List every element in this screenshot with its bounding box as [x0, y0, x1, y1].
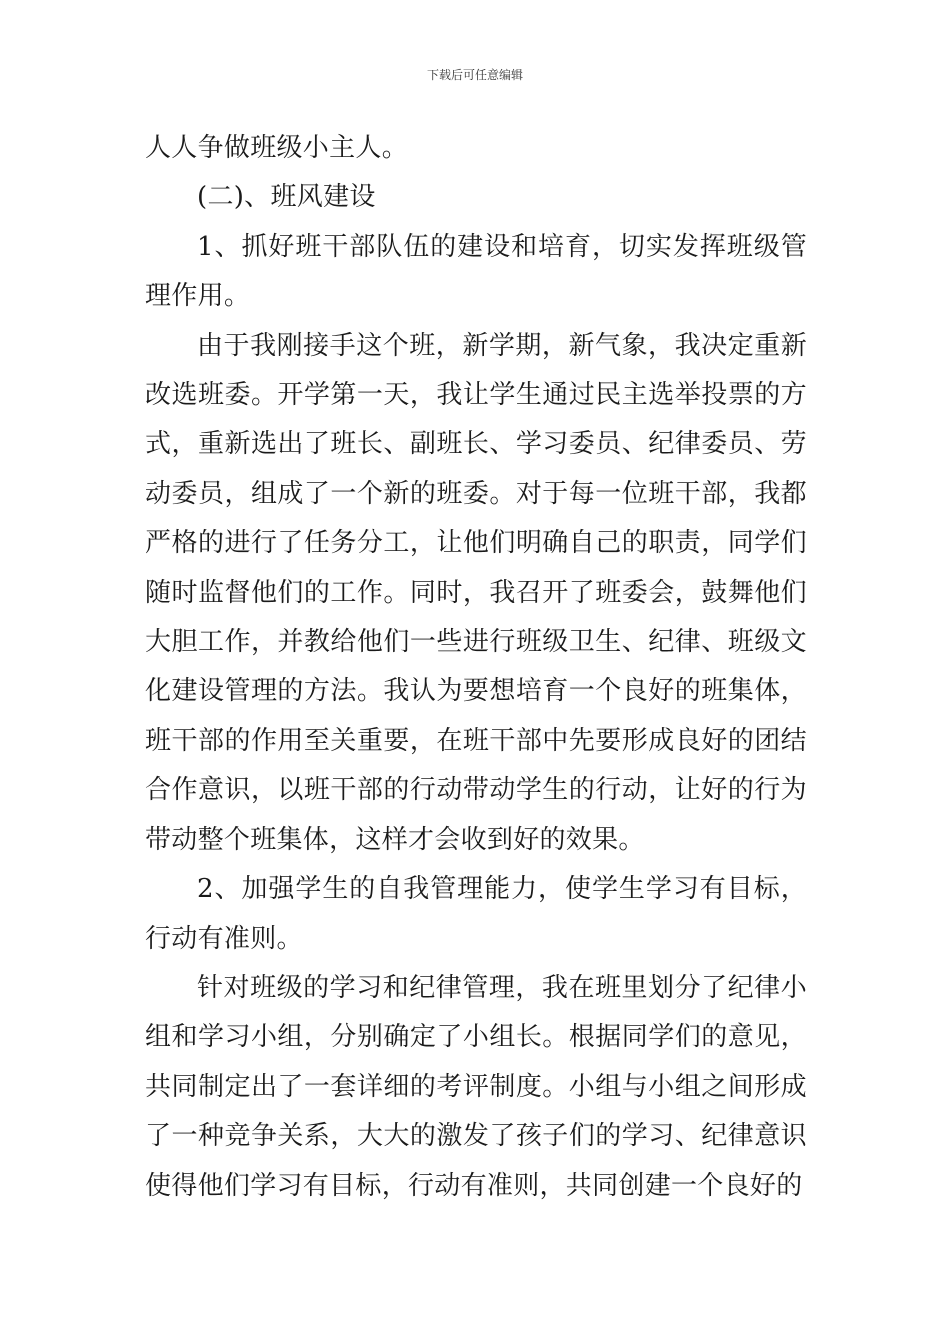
subsection-heading-2: 2、加强学生的自我管理能力，使学生学习有目标，行动有准则。: [145, 874, 807, 954]
section-heading: (二)、班风建设: [197, 182, 376, 213]
subsection-heading-1: 1、抓好班干部队伍的建设和培育，切实发挥班级管理作用。: [145, 231, 807, 312]
paragraph-class-committee: 由于我刚接手这个班，新学期，新气象，我决定重新改选班委。开学第一天，我让学生通过民主选举投票的方式，重新选出了班长、副班长、学习委员、纪律委员、劳动委员，组成了一个新的班委。对于每一位班干部，我都严格的进行了任务分工，让他们明确自己的职责，同学们随时监督他们的工作。同时，我召开了班委会，鼓舞他们大胆工作，并教给他们一些进行班级卫生、纪律、班级文化建设管理的方法。我认为要想培育一个良好的班集体，班干部的作用至关重要，在班干部中先要形成良好的团结合作意识，以班干部的行动带动学生的行动，让好的行为带动整个班集体，这样才会收到好的效果。: [145, 330, 807, 855]
document-body: [145, 124, 807, 1211]
page-header-note: 下载后可任意编辑: [426, 68, 523, 82]
paragraph-group-management: 针对班级的学习和纪律管理，我在班里划分了纪律小组和学习小组，分别确定了小组长。根据同学们的意见，共同制定出了一套详细的考评制度。小组与小组之间形成了一种竞争关系，大大的激发了孩子们的学习、纪律意识使得他们学习有目标，行动有准则，共同创建一个良好的: [145, 972, 807, 1201]
paragraph-continuation: 人人争做班级小主人。: [145, 133, 409, 163]
